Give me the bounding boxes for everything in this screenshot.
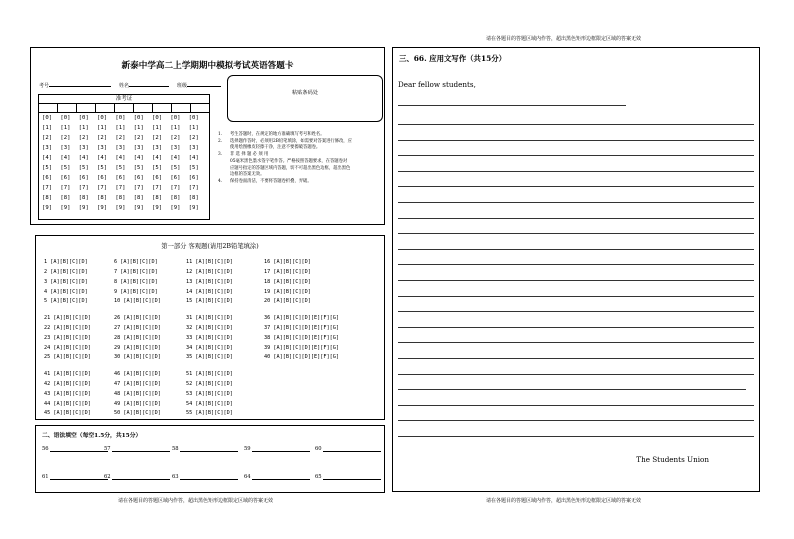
ticket-digit-bubble[interactable]: [6] (152, 174, 163, 181)
mcq-item-22[interactable]: 22 [A][B][C][D] (44, 325, 91, 331)
name-label: 姓名 (119, 83, 130, 89)
ticket-digit-bubble[interactable]: [0] (42, 115, 53, 121)
ticket-digit-bubble[interactable]: [1] (115, 124, 126, 131)
signature: The Students Union (636, 455, 709, 464)
ticket-digit-bubble[interactable]: [7] (78, 184, 89, 191)
ticket-digit-bubble[interactable]: [0] (78, 115, 89, 121)
ticket-header: 准考证 (39, 95, 209, 104)
ticket-digit-bubble[interactable]: [5] (97, 164, 108, 171)
ticket-digit-bubble[interactable]: [7] (42, 184, 53, 191)
ticket-digit-bubble[interactable]: [5] (133, 164, 144, 171)
barcode-label: 粘贴条码处 (292, 90, 318, 96)
cloze-title: 二、语法填空（每空1.5分，共15分） (42, 433, 142, 439)
ticket-digit-bubble[interactable]: [6] (42, 174, 53, 181)
mcq-item-39[interactable]: 39 [A][B][C][D][E][F][G] (264, 345, 339, 351)
ticket-digit-bubble[interactable]: [8] (188, 194, 199, 201)
mcq-item-37[interactable]: 37 [A][B][C][D][E][F][G] (264, 325, 339, 331)
writing-line[interactable] (398, 436, 754, 437)
mcq-item-19[interactable]: 19 [A][B][C][D] (264, 289, 311, 295)
ticket-digit-bubble[interactable]: [0] (170, 115, 181, 121)
ticket-digit-bubble[interactable]: [1] (188, 124, 199, 131)
ticket-digit-bubble[interactable]: [5] (78, 164, 89, 171)
instruction-line: 4. 保持卷面清洁，不要将答题卷折叠、弄破。 (218, 178, 312, 184)
ticket-digit-bubble[interactable]: [7] (115, 184, 126, 191)
mcq-item-42[interactable]: 42 [A][B][C][D] (44, 381, 91, 387)
mcq-item-30[interactable]: 30 [A][B][C][D] (114, 354, 161, 360)
ticket-digit-bubble[interactable]: [4] (42, 154, 53, 161)
ticket-digit-bubble[interactable]: [7] (170, 184, 181, 191)
ticket-digit-bubble[interactable]: [0] (152, 115, 163, 121)
ticket-digit-bubble[interactable]: [4] (170, 154, 181, 161)
ticket-digit-bubble[interactable]: [1] (42, 124, 53, 131)
cloze-blank-63[interactable]: 63 (172, 474, 238, 480)
writing-line[interactable] (398, 140, 754, 141)
ticket-digit-bubble[interactable]: [7] (152, 184, 163, 191)
mcq-item-45[interactable]: 45 [A][B][C][D] (44, 410, 91, 416)
writing-line[interactable] (398, 311, 754, 312)
mcq-item-32[interactable]: 32 [A][B][C][D] (186, 325, 233, 331)
footer-note-left: 请在各题目的答题区域内作答，超出黑色矩形边框限定区域的答案无效 (118, 498, 274, 504)
card-title: 新泰中学高二上学期期中模拟考试英语答题卡 (121, 61, 294, 71)
cloze-panel (35, 425, 385, 493)
mcq-item-21[interactable]: 21 [A][B][C][D] (44, 315, 91, 321)
mcq-item-36[interactable]: 36 [A][B][C][D][E][F][G] (264, 315, 339, 321)
ticket-digit-bubble[interactable]: [5] (42, 164, 53, 171)
ticket-digit-bubble[interactable]: [9] (152, 204, 163, 211)
mcq-item-43[interactable]: 43 [A][B][C][D] (44, 391, 91, 397)
writing-line[interactable] (398, 358, 754, 359)
instruction-line: 边框的答案无效。 (230, 172, 265, 178)
mcq-item-7[interactable]: 7 [A][B][C][D] (114, 269, 158, 275)
instructions (218, 132, 386, 186)
cloze-blank-59[interactable]: 59 (244, 446, 310, 452)
name-field[interactable] (119, 81, 169, 89)
ticket-digit-bubble[interactable]: [5] (152, 164, 163, 171)
ticket-digit-bubble[interactable]: [1] (97, 124, 108, 131)
mcq-item-44[interactable]: 44 [A][B][C][D] (44, 401, 91, 407)
mcq-item-47[interactable]: 47 [A][B][C][D] (114, 381, 161, 387)
mcq-item-12[interactable]: 12 [A][B][C][D] (186, 269, 233, 275)
instruction-line: 2. 选择题作答时，必须用2B铅笔填涂，如需要对答案进行修改，应 (218, 138, 352, 144)
mcq-item-10[interactable]: 10 [A][B][C][D] (114, 298, 161, 304)
ticket-digit-bubble[interactable]: [4] (97, 154, 108, 161)
ticket-digit-bubble[interactable]: [1] (78, 124, 89, 131)
mcq-item-2[interactable]: 2 [A][B][C][D] (44, 269, 88, 275)
mcq-item-15[interactable]: 15 [A][B][C][D] (186, 298, 233, 304)
ticket-digit-bubble[interactable]: [2] (133, 134, 144, 141)
instruction-line: 使用绘图橡皮轻擦干净，注意不要擦破答题卷。 (230, 145, 321, 151)
writing-line[interactable] (398, 233, 754, 234)
ticket-digit-bubble[interactable]: [6] (133, 174, 144, 181)
mcq-item-26[interactable]: 26 [A][B][C][D] (114, 315, 161, 321)
mcq-item-16[interactable]: 16 [A][B][C][D] (264, 259, 311, 265)
mcq-item-23[interactable]: 23 [A][B][C][D] (44, 335, 91, 341)
writing-line[interactable] (398, 405, 754, 406)
ticket-digit-bubble[interactable]: [3] (78, 144, 89, 151)
ticket-digit-bubble[interactable]: [6] (78, 174, 89, 181)
ticket-digit-bubble[interactable]: [6] (115, 174, 126, 181)
writing-line[interactable] (398, 218, 754, 219)
mcq-item-48[interactable]: 48 [A][B][C][D] (114, 391, 161, 397)
writing-title: 三、66. 应用文写作（共15分） (399, 54, 507, 63)
mcq-item-29[interactable]: 29 [A][B][C][D] (114, 345, 161, 351)
mcq-item-41[interactable]: 41 [A][B][C][D] (44, 371, 91, 377)
ticket-digit-bubble[interactable]: [3] (152, 144, 163, 151)
ticket-digit-bubble[interactable]: [0] (115, 115, 126, 121)
greeting: Dear fellow students, (398, 80, 476, 89)
writing-line[interactable] (398, 202, 754, 203)
mcq-item-13[interactable]: 13 [A][B][C][D] (186, 279, 233, 285)
cloze-blank-62[interactable]: 62 (104, 474, 170, 480)
mcq-item-25[interactable]: 25 [A][B][C][D] (44, 354, 91, 360)
ticket-digit-bubble[interactable]: [4] (188, 154, 199, 161)
mcq-item-17[interactable]: 17 [A][B][C][D] (264, 269, 311, 275)
ticket-digit-bubble[interactable]: [9] (60, 204, 71, 211)
mcq-item-9[interactable]: 9 [A][B][C][D] (114, 289, 158, 295)
ticket-digit-bubble[interactable]: [3] (188, 144, 199, 151)
class-label: 班级 (177, 83, 188, 89)
mcq-item-52[interactable]: 52 [A][B][C][D] (186, 381, 233, 387)
mcq-item-35[interactable]: 35 [A][B][C][D] (186, 354, 233, 360)
mcq-item-51[interactable]: 51 [A][B][C][D] (186, 371, 233, 377)
footer-note-right: 请在各题目的答题区域内作答，超出黑色矩形边框限定区域的答案无效 (486, 498, 642, 504)
writing-panel (392, 47, 760, 492)
mcq-item-50[interactable]: 50 [A][B][C][D] (114, 410, 161, 416)
ticket-digit-bubble[interactable]: [6] (97, 174, 108, 181)
ticket-digit-bubble[interactable]: [7] (97, 184, 108, 191)
ticket-digit-bubble[interactable]: [4] (152, 154, 163, 161)
ticket-digit-bubble[interactable]: [5] (60, 164, 71, 171)
exam-no-field[interactable] (39, 81, 111, 89)
ticket-digit-bubble[interactable]: [9] (115, 204, 126, 211)
ticket-digit-bubble[interactable]: [9] (133, 204, 144, 211)
mcq-item-31[interactable]: 31 [A][B][C][D] (186, 315, 233, 321)
ticket-digit-bubble[interactable]: [6] (60, 174, 71, 181)
mcq-item-11[interactable]: 11 [A][B][C][D] (186, 259, 233, 265)
cloze-blank-58[interactable]: 58 (172, 446, 238, 452)
writing-line[interactable] (398, 124, 754, 125)
writing-line[interactable] (398, 249, 754, 250)
ticket-digit-bubble[interactable]: [9] (170, 204, 181, 211)
greeting-underline (398, 105, 626, 106)
mcq-item-54[interactable]: 54 [A][B][C][D] (186, 401, 233, 407)
writing-line[interactable] (398, 296, 754, 297)
writing-line[interactable] (398, 420, 754, 421)
ticket-digit-bubble[interactable]: [5] (188, 164, 199, 171)
mcq-item-4[interactable]: 4 [A][B][C][D] (44, 289, 88, 295)
mcq-item-5[interactable]: 5 [A][B][C][D] (44, 298, 88, 304)
header-note: 请在各题目的答题区域内作答，超出黑色矩形边框限定区域的答案无效 (486, 36, 642, 42)
writing-line[interactable] (398, 186, 754, 187)
writing-line[interactable] (398, 264, 754, 265)
ticket-digit-bubble[interactable]: [9] (97, 204, 108, 211)
card-info-panel (30, 47, 385, 225)
ticket-digit-bubble[interactable]: [3] (115, 144, 126, 151)
cloze-blank-57[interactable]: 57 (104, 446, 170, 452)
instruction-line: 05毫米黑色墨水签字笔作答。严格按照答题要求，在答题卷对 (230, 158, 348, 164)
ticket-digit-bubble[interactable]: [2] (170, 134, 181, 141)
writing-line[interactable] (398, 280, 754, 281)
instruction-line: 1. 考生答题时，在规定的地方准确填写考号和姓名。 (218, 132, 325, 137)
class-field[interactable] (177, 81, 221, 89)
ticket-digit-bubble[interactable]: [3] (133, 144, 144, 151)
ticket-digit-bubble[interactable]: [0] (60, 115, 71, 121)
student-fields (39, 81, 221, 89)
ticket-digit-bubble[interactable]: [4] (133, 154, 144, 161)
mcq-item-28[interactable]: 28 [A][B][C][D] (114, 335, 161, 341)
writing-line[interactable] (398, 155, 754, 156)
ticket-digit-bubble[interactable]: [8] (42, 194, 53, 201)
ticket-digit-bubble[interactable]: [1] (152, 124, 163, 131)
ticket-digit-bubble[interactable]: [0] (97, 115, 108, 121)
ticket-digit-bubble[interactable]: [0] (133, 115, 144, 121)
ticket-digit-bubble[interactable]: [2] (188, 134, 199, 141)
ticket-digit-bubble[interactable]: [2] (78, 134, 89, 141)
exam-no-label: 考号 (39, 83, 50, 89)
ticket-blank-row (39, 104, 209, 113)
ticket-digit-bubble[interactable]: [6] (188, 174, 199, 181)
ticket-digit-bubble[interactable]: [7] (188, 184, 199, 191)
ticket-digit-bubble[interactable]: [7] (60, 184, 71, 191)
ticket-digit-bubble[interactable]: [3] (42, 144, 53, 151)
ticket-digit-bubble[interactable]: [2] (60, 134, 71, 141)
ticket-digit-bubble[interactable]: [5] (115, 164, 126, 171)
ticket-digit-bubble[interactable]: [8] (60, 194, 71, 201)
ticket-digit-bubble[interactable]: [3] (60, 144, 71, 151)
mcq-item-40[interactable]: 40 [A][B][C][D][E][F][G] (264, 354, 339, 360)
cloze-blank-61[interactable]: 61 (42, 474, 108, 480)
ticket-digit-bubble[interactable]: [6] (170, 174, 181, 181)
mcq-item-49[interactable]: 49 [A][B][C][D] (114, 401, 161, 407)
writing-line[interactable] (398, 342, 754, 343)
ticket-digit-bubble[interactable]: [4] (60, 154, 71, 161)
mcq-item-38[interactable]: 38 [A][B][C][D][E][F][G] (264, 335, 339, 341)
ticket-digit-bubble[interactable]: [2] (42, 134, 53, 141)
ticket-digit-bubble[interactable]: [9] (78, 204, 89, 211)
mcq-item-53[interactable]: 53 [A][B][C][D] (186, 391, 233, 397)
writing-line[interactable] (398, 389, 746, 390)
mcq-panel (35, 235, 385, 420)
cloze-blank-64[interactable]: 64 (244, 474, 310, 480)
mcq-item-20[interactable]: 20 [A][B][C][D] (264, 298, 311, 304)
ticket-digit-bubble[interactable]: [2] (97, 134, 108, 141)
ticket-digit-bubble[interactable]: [8] (170, 194, 181, 201)
ticket-digit-bubble[interactable]: [7] (133, 184, 144, 191)
mcq-item-24[interactable]: 24 [A][B][C][D] (44, 345, 91, 351)
mcq-item-55[interactable]: 55 [A][B][C][D] (186, 410, 233, 416)
ticket-digit-bubble[interactable]: [1] (60, 124, 71, 131)
ticket-digit-bubble[interactable]: [2] (115, 134, 126, 141)
mcq-item-6[interactable]: 6 [A][B][C][D] (114, 259, 158, 265)
mcq-item-27[interactable]: 27 [A][B][C][D] (114, 325, 161, 331)
ticket-digit-bubble[interactable]: [3] (97, 144, 108, 151)
mcq-item-34[interactable]: 34 [A][B][C][D] (186, 345, 233, 351)
cloze-blank-65[interactable]: 65 (315, 474, 381, 480)
ticket-digit-bubble[interactable]: [8] (152, 194, 163, 201)
mcq-title: 第一部分 客观题(请用2B铅笔填涂) (161, 243, 259, 250)
ticket-digit-bubble[interactable]: [1] (170, 124, 181, 131)
ticket-digit-bubble[interactable]: [3] (170, 144, 181, 151)
instruction-line: 3. 非 选 择 题 必 须 用 (218, 152, 269, 158)
writing-line[interactable] (398, 374, 754, 375)
mcq-item-46[interactable]: 46 [A][B][C][D] (114, 371, 161, 377)
ticket-digit-bubble[interactable]: [2] (152, 134, 163, 141)
cloze-blank-56[interactable]: 56 (42, 446, 108, 452)
mcq-item-8[interactable]: 8 [A][B][C][D] (114, 279, 158, 285)
ticket-digit-bubble[interactable]: [5] (170, 164, 181, 171)
cloze-blank-60[interactable]: 60 (315, 446, 381, 452)
ticket-digit-bubble[interactable]: [9] (42, 204, 53, 211)
ticket-digit-bubble[interactable]: [8] (133, 194, 144, 201)
ticket-digit-bubble[interactable]: [0] (188, 115, 199, 121)
mcq-item-1[interactable]: 1 [A][B][C][D] (44, 259, 88, 265)
ticket-bubbles[interactable] (39, 113, 209, 213)
ticket-number-grid (38, 94, 210, 220)
ticket-digit-bubble[interactable]: [4] (115, 154, 126, 161)
writing-line[interactable] (398, 327, 754, 328)
ticket-digit-bubble[interactable]: [8] (97, 194, 108, 201)
ticket-digit-bubble[interactable]: [8] (78, 194, 89, 201)
ticket-digit-bubble[interactable]: [9] (188, 204, 199, 211)
ticket-digit-bubble[interactable]: [8] (115, 194, 126, 201)
mcq-item-18[interactable]: 18 [A][B][C][D] (264, 279, 311, 285)
instruction-line: 应题号指定的答题区域内答题，切不可超出黑色边框，超出黑色 (230, 165, 351, 171)
mcq-item-14[interactable]: 14 [A][B][C][D] (186, 289, 233, 295)
ticket-digit-bubble[interactable]: [1] (133, 124, 144, 131)
barcode-area (227, 75, 383, 122)
ticket-digit-bubble[interactable]: [4] (78, 154, 89, 161)
writing-line[interactable] (398, 171, 754, 172)
mcq-item-3[interactable]: 3 [A][B][C][D] (44, 279, 88, 285)
mcq-item-33[interactable]: 33 [A][B][C][D] (186, 335, 233, 341)
